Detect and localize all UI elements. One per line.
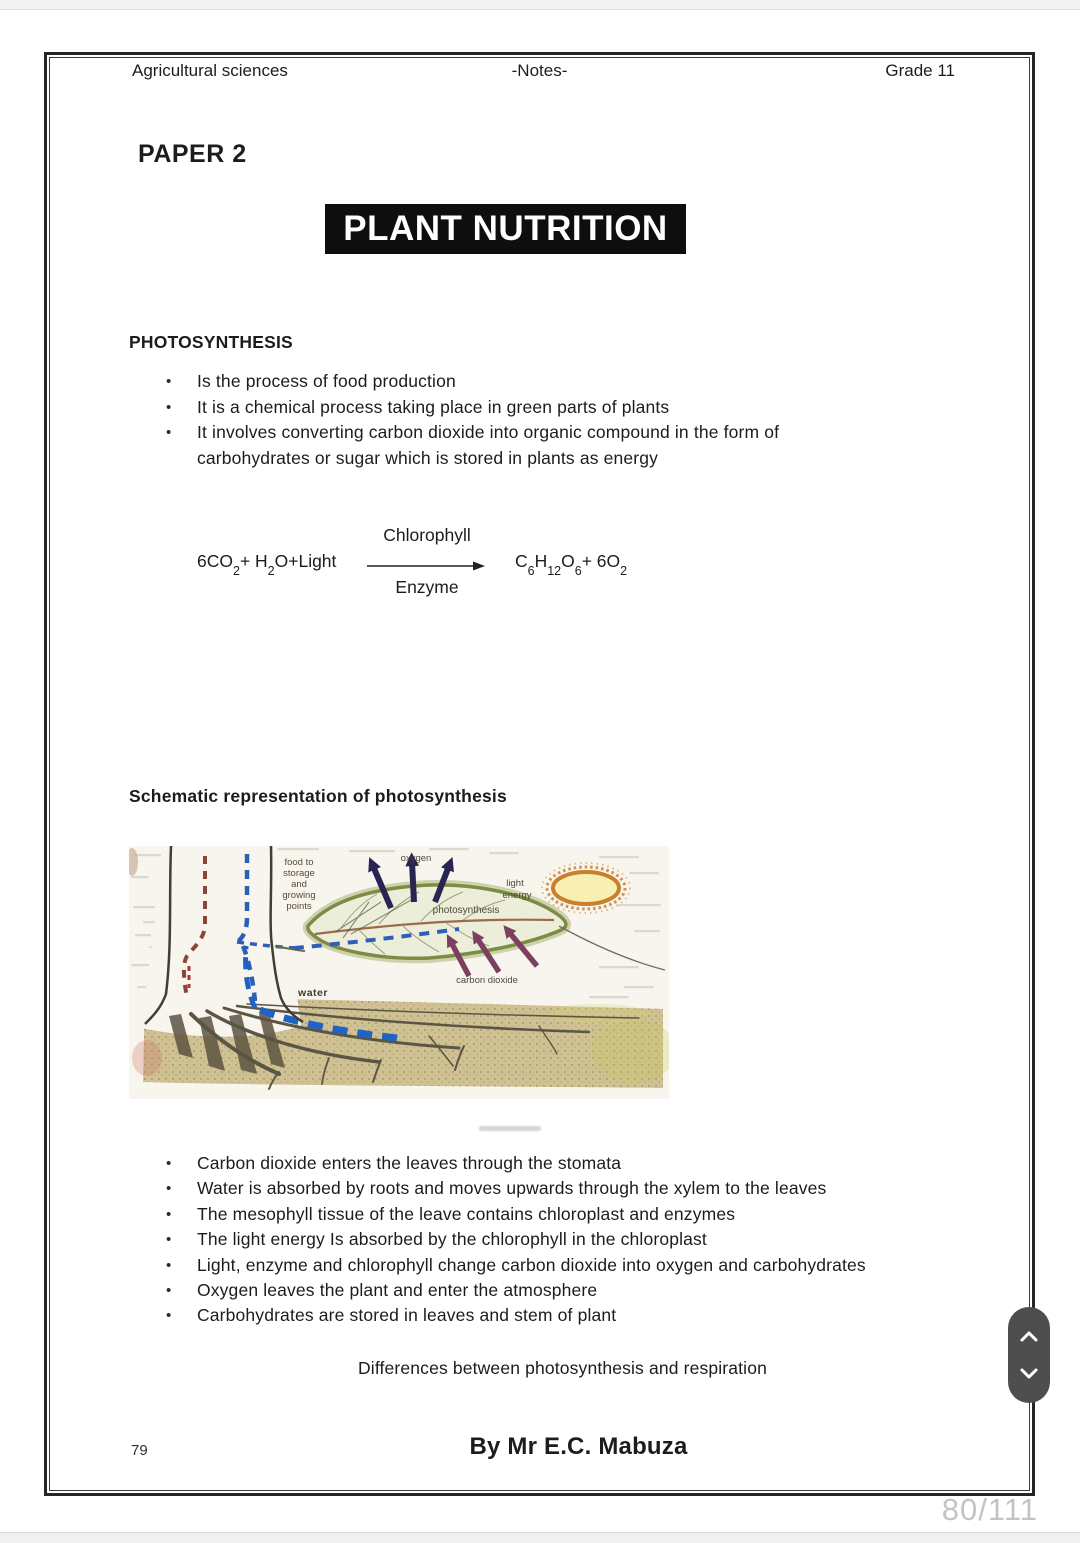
label-photosynthesis: photosynthesis xyxy=(432,905,500,916)
svg-text:and: and xyxy=(291,879,307,890)
page-title: PLANT NUTRITION xyxy=(325,204,686,254)
list-item: • It involves converting carbon dioxide into organic compound in the form of carbohydrates or sugar which is stored in plants as energy xyxy=(164,420,854,471)
label-water: water xyxy=(298,987,328,999)
header-notes: -Notes- xyxy=(511,61,568,80)
page-header xyxy=(50,61,1029,85)
section-heading-photosynthesis: PHOTOSYNTHESIS xyxy=(129,332,293,352)
label-carbon-dioxide: carbon dioxide xyxy=(456,975,518,986)
viewer-bottom-gap xyxy=(0,1532,1080,1543)
section-heading-schematic: Schematic representation of photosynthesis xyxy=(129,786,507,806)
list-item: • It is a chemical process taking place in green parts of plants xyxy=(164,395,854,421)
diagram-caption-smudge xyxy=(479,1126,541,1131)
author-byline: By Mr E.C. Mabuza xyxy=(469,1433,688,1460)
equation-reactants: $6CO_2+$ $H_2O+Light$ xyxy=(197,551,337,578)
scroll-control xyxy=(1008,1307,1050,1403)
chevron-up-icon xyxy=(1017,1329,1041,1343)
svg-text:points: points xyxy=(286,901,312,912)
page-indicator: 80/111 xyxy=(941,1492,1038,1527)
list-item: • Oxygen leaves the plant and enter the atmosphere xyxy=(164,1278,976,1303)
viewer-top-gap xyxy=(0,0,1080,10)
photosynthesis-diagram-image xyxy=(129,846,669,1099)
intro-bullet-list xyxy=(164,369,854,471)
label-energy: energy xyxy=(502,890,532,901)
scroll-down-button[interactable] xyxy=(1016,1364,1042,1384)
differences-caption: Differences between photosynthesis and respiration xyxy=(358,1358,767,1378)
svg-text:storage: storage xyxy=(283,868,315,879)
paper-label: PAPER 2 xyxy=(138,140,247,168)
list-item: • Light, enzyme and chlorophyll change carbon dioxide into oxygen and carbohydrates xyxy=(164,1253,976,1278)
label-oxygen: oxygen xyxy=(400,853,432,864)
svg-text:growing: growing xyxy=(282,890,316,901)
list-item: • The light energy Is absorbed by the chlorophyll in the chloroplast xyxy=(164,1227,976,1252)
equation-catalyst-top: Chlorophyll xyxy=(383,525,471,545)
document-page xyxy=(49,57,1030,1491)
equation-products: $C_6H_{12}O_6+ 6O_2$ xyxy=(515,551,628,578)
list-item: • Carbon dioxide enters the leaves through the stomata xyxy=(164,1151,976,1176)
label-light: light xyxy=(506,878,524,889)
list-item: • The mesophyll tissue of the leave contains chloroplast and enzymes xyxy=(164,1202,976,1227)
outcome-bullet-list xyxy=(164,1151,976,1329)
svg-text:food to: food to xyxy=(284,857,314,868)
chevron-down-icon xyxy=(1017,1367,1041,1381)
header-grade: Grade 11 xyxy=(885,61,955,80)
list-item: • Is the process of food production xyxy=(164,369,854,395)
list-item: • Water is absorbed by roots and moves upwards through the xylem to the leaves xyxy=(164,1176,976,1201)
page-number: 79 xyxy=(131,1442,148,1459)
header-subject: Agricultural sciences xyxy=(132,61,288,80)
plant-stem xyxy=(141,846,301,1037)
list-item: • Carbohydrates are stored in leaves and stem of plant xyxy=(164,1303,976,1328)
reaction-arrow-icon xyxy=(367,557,487,578)
scroll-up-button[interactable] xyxy=(1016,1326,1042,1346)
equation-catalyst-bottom: Enzyme xyxy=(395,577,459,597)
